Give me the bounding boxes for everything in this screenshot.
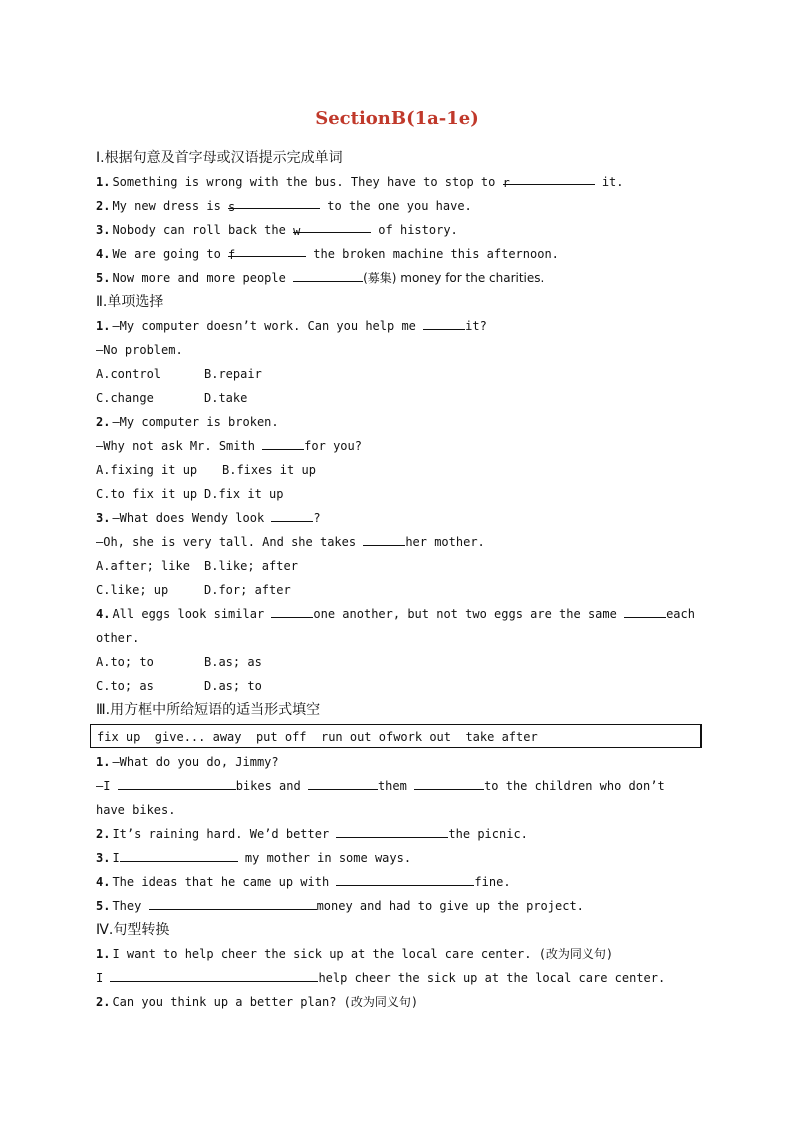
question-text: We are going to xyxy=(112,247,229,261)
question-text: I xyxy=(112,851,120,865)
answer-blank[interactable] xyxy=(120,847,238,862)
p3-question-2 xyxy=(96,822,712,846)
option-d[interactable]: D.as; to xyxy=(204,679,262,693)
answer-blank[interactable] xyxy=(414,775,484,790)
question-text: money and had to give up the project. xyxy=(316,899,584,913)
p2-question-4 xyxy=(96,602,712,626)
p2-q3-reply xyxy=(96,530,712,554)
question-text: her mother. xyxy=(405,535,485,549)
answer-blank[interactable] xyxy=(271,507,313,522)
answer-blank[interactable] xyxy=(336,871,474,886)
p3-question-1 xyxy=(96,750,712,774)
p2-q4-options-cd xyxy=(96,674,712,698)
phrase-box-text: fix up give... away put off run out ofwork out take after xyxy=(97,730,538,744)
question-text: each xyxy=(666,607,695,621)
answer-blank[interactable] xyxy=(110,967,318,982)
option-b[interactable]: B.repair xyxy=(204,367,262,381)
question-text: for you? xyxy=(304,439,362,453)
question-number: 4. xyxy=(96,607,111,621)
question-text: it? xyxy=(465,319,487,333)
page-title: SectionB(1a-1e) xyxy=(315,108,479,129)
option-c[interactable]: C.to; as xyxy=(96,679,154,693)
p2-q2-reply xyxy=(96,434,712,458)
answer-blank[interactable] xyxy=(228,242,306,262)
question-number: 5. xyxy=(96,271,111,285)
answer-blank[interactable] xyxy=(423,315,465,330)
question-text: All eggs look similar xyxy=(112,607,272,621)
question-text: —My computer is broken. xyxy=(112,415,279,429)
question-number: 1. xyxy=(96,755,111,769)
question-text: —Oh, she is very tall. And she takes xyxy=(96,535,364,549)
question-text: They xyxy=(112,899,149,913)
hint-letter: w xyxy=(293,224,301,238)
answer-blank[interactable] xyxy=(308,775,378,790)
question-number: 1. xyxy=(96,319,111,333)
question-text: the picnic. xyxy=(448,827,528,841)
question-number: 5. xyxy=(96,899,111,913)
hint-letter: r xyxy=(502,176,510,190)
question-number: 2. xyxy=(96,827,111,841)
p1-question-5 xyxy=(96,266,712,290)
question-text: to the one you have. xyxy=(320,199,472,213)
answer-blank[interactable] xyxy=(271,603,313,618)
question-text: of history. xyxy=(371,223,458,237)
question-text: them xyxy=(377,779,415,793)
p2-q2-options-ab xyxy=(96,458,712,482)
question-text: My new dress is xyxy=(112,199,229,213)
question-text: —What do you do, Jimmy? xyxy=(112,755,279,769)
p3-question-5 xyxy=(96,894,712,918)
question-number: 2. xyxy=(96,415,111,429)
option-b[interactable]: B.like; after xyxy=(204,559,298,573)
question-text: The ideas that he came up with xyxy=(112,875,337,889)
p1-question-1 xyxy=(96,170,712,194)
p4-q1-line2 xyxy=(96,966,712,990)
phrase-box xyxy=(90,724,702,748)
question-number: 2. xyxy=(96,995,111,1009)
p2-q2-options-cd xyxy=(96,482,712,506)
p2-q4-options-ab xyxy=(96,650,712,674)
section-1-heading: Ⅰ.根据句意及首字母或汉语提示完成单词 xyxy=(96,150,343,166)
question-number: 2. xyxy=(96,199,111,213)
p2-q1-options-ab xyxy=(96,362,712,386)
question-text: Now more and more people xyxy=(112,271,294,285)
option-c[interactable]: C.like; up xyxy=(96,583,169,597)
p2-q1-reply: —No problem. xyxy=(96,343,183,357)
question-number: 3. xyxy=(96,223,111,237)
answer-blank[interactable] xyxy=(262,435,304,450)
option-b[interactable]: B.as; as xyxy=(204,655,262,669)
question-text: —Why not ask Mr. Smith xyxy=(96,439,263,453)
p2-q3-options-cd xyxy=(96,578,712,602)
question-text: bikes and xyxy=(235,779,308,793)
p2-q3-options-ab xyxy=(96,554,712,578)
question-text: one another, but not two eggs are the same xyxy=(313,607,625,621)
question-text: —My computer doesn’t work. Can you help me xyxy=(112,319,424,333)
option-d[interactable]: D.take xyxy=(204,391,248,405)
p3-q1-line2 xyxy=(96,774,712,798)
option-a[interactable]: A.after; like xyxy=(96,559,190,573)
option-a[interactable]: A.fixing it up xyxy=(96,463,198,477)
question-text: It’s raining hard. We’d better xyxy=(112,827,337,841)
p3-question-3 xyxy=(96,846,712,870)
question-text: help cheer the sick up at the local care center. xyxy=(318,971,666,985)
question-text: my mother in some ways. xyxy=(237,851,412,865)
p2-question-3 xyxy=(96,506,712,530)
section-2-heading: Ⅱ.单项选择 xyxy=(96,294,164,310)
question-text: Nobody can roll back the xyxy=(112,223,294,237)
option-a[interactable]: A.control xyxy=(96,367,162,381)
question-text: it. xyxy=(594,175,624,189)
hint-letter: s xyxy=(228,200,236,214)
answer-blank[interactable] xyxy=(624,603,666,618)
option-c[interactable]: C.to fix it up xyxy=(96,487,198,501)
answer-blank[interactable] xyxy=(293,267,363,282)
p4-question-1 xyxy=(96,942,712,966)
hint-letter: f xyxy=(228,248,236,262)
worksheet-content xyxy=(96,146,712,1014)
answer-blank[interactable] xyxy=(363,531,405,546)
answer-blank[interactable] xyxy=(293,218,371,238)
answer-blank[interactable] xyxy=(228,194,320,214)
answer-blank[interactable] xyxy=(336,823,448,838)
p3-q1-line3: have bikes. xyxy=(96,803,176,817)
question-number: 1. xyxy=(96,947,111,961)
option-d[interactable]: D.for; after xyxy=(204,583,291,597)
p2-q1-options-cd xyxy=(96,386,712,410)
option-a[interactable]: A.to; to xyxy=(96,655,154,669)
question-number: 4. xyxy=(96,875,111,889)
question-text: (募集) money for the charities. xyxy=(363,271,545,285)
question-number: 4. xyxy=(96,247,111,261)
question-text: the broken machine this afternoon. xyxy=(306,247,559,261)
question-text: Something is wrong with the bus. They have to stop to xyxy=(112,175,503,189)
p1-question-2 xyxy=(96,194,712,218)
question-text: I xyxy=(96,971,111,985)
p1-question-3 xyxy=(96,218,712,242)
answer-blank[interactable] xyxy=(502,170,595,190)
section-3-heading: Ⅲ.用方框中所给短语的适当形式填空 xyxy=(96,702,321,718)
question-text: —What does Wendy look xyxy=(112,511,272,525)
p2-question-2 xyxy=(96,410,712,434)
question-text: ? xyxy=(313,511,321,525)
p2-question-1 xyxy=(96,314,712,338)
question-number: 1. xyxy=(96,175,111,189)
p2-q4-continued: other. xyxy=(96,631,140,645)
section-4-heading: Ⅳ.句型转换 xyxy=(96,922,170,938)
option-c[interactable]: C.change xyxy=(96,391,154,405)
question-text: —I xyxy=(96,779,118,793)
p3-question-4 xyxy=(96,870,712,894)
answer-blank[interactable] xyxy=(149,895,317,910)
question-text: fine. xyxy=(474,875,511,889)
question-number: 3. xyxy=(96,511,111,525)
question-number: 3. xyxy=(96,851,111,865)
question-text: to the children who don’t xyxy=(484,779,665,793)
option-d[interactable]: D.fix it up xyxy=(204,487,284,501)
p4-question-2 xyxy=(96,990,712,1014)
p1-question-4 xyxy=(96,242,712,266)
question-text: I want to help cheer the sick up at the local care center. (改为同义句) xyxy=(112,947,614,961)
question-text: Can you think up a better plan? (改为同义句) xyxy=(112,995,419,1009)
answer-blank[interactable] xyxy=(118,775,236,790)
option-b[interactable]: B.fixes it up xyxy=(222,463,316,477)
